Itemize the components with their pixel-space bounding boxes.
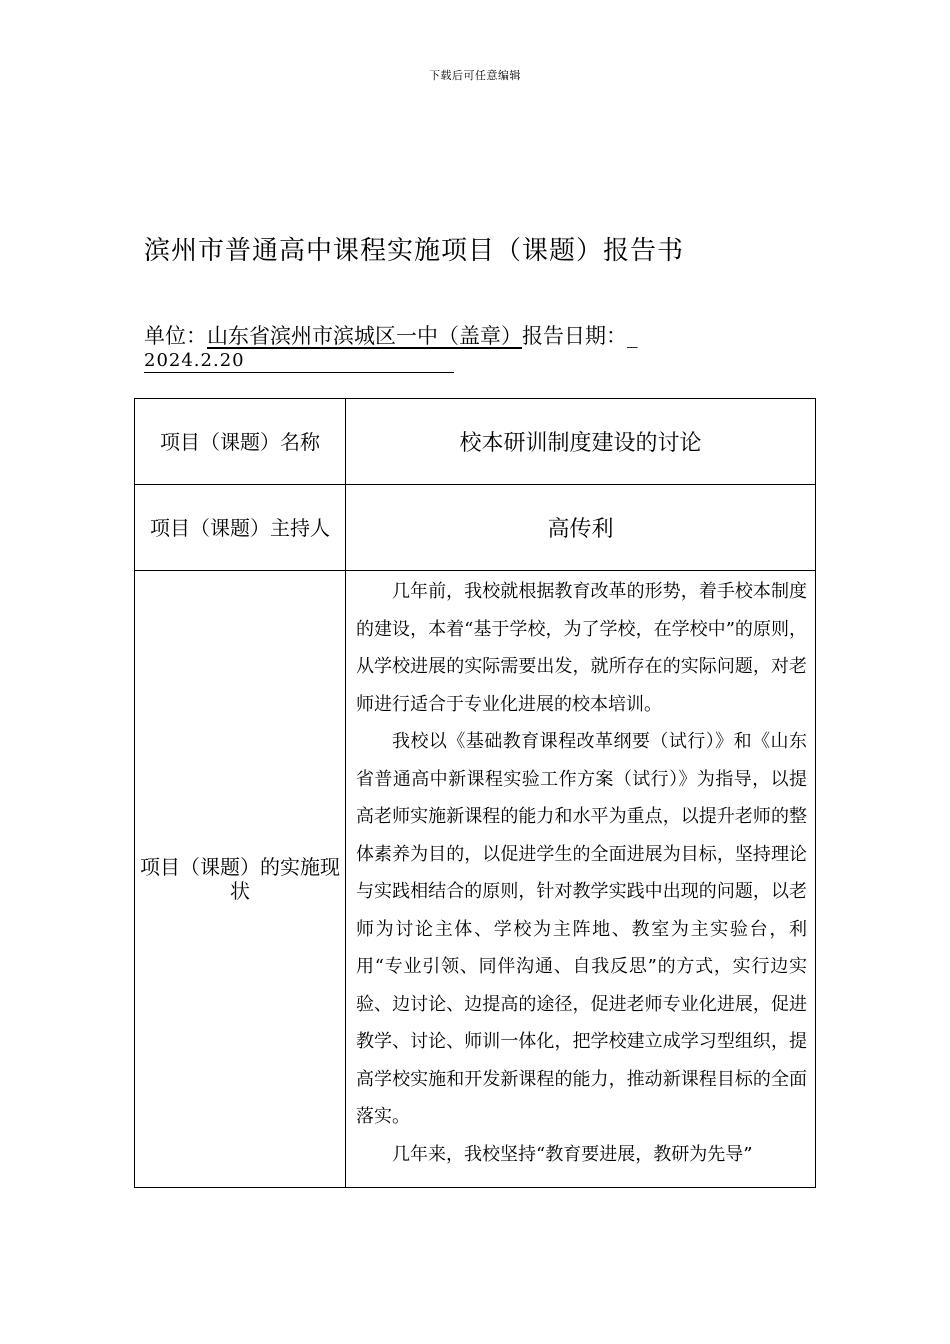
unit-value: 山东省滨州市滨城区一中（盖章）	[207, 324, 522, 348]
report-date-value: 2024.2.20	[144, 350, 454, 373]
document-title: 滨州市普通高中课程实施项目（课题）报告书	[144, 236, 685, 266]
report-date-label: 报告日期：_	[522, 324, 638, 348]
implementation-status-label: 项目（课题）的实施现状	[135, 571, 346, 1188]
status-paragraph-1: 几年前，我校就根据教育改革的形势，着手校本制度的建设，本着“基于学校，为了学校，在学校中”的原则，从学校进展的实际需要出发，就所存在的实际问题，对老师进行适合于专业化进展的校本培训。	[356, 581, 807, 715]
header-note: 下载后可任意编辑	[429, 69, 521, 82]
report-table	[134, 398, 816, 1188]
table-row-name	[135, 399, 816, 485]
project-host-value: 高传利	[346, 485, 816, 571]
project-name-label: 项目（课题）名称	[135, 399, 346, 485]
status-paragraph-2: 我校以《基础教育课程改革纲要（试行）》和《山东省普通高中新课程实验工作方案（试行）》为指导，以提高老师实施新课程的能力和水平为重点，以提升老师的整体素养为目的，以促进学生的全面进展为目标，坚持理论与实践相结合的原则，针对教学实践中出现的问题，以老师为讨论主体、学校为主阵地、教室为主实验台，利用“专业引领、同伴沟通、自我反思”的方式，实行边实验、边讨论、边提高的途径，促进老师专业化进展，促进教学、讨论、师训一体化，把学校建立成学习型组织，提高学校实施和开发新课程的能力，推动新课程目标的全面落实。	[356, 731, 807, 1127]
unit-label: 单位：	[144, 324, 207, 348]
implementation-status-content	[346, 571, 815, 1187]
project-name-value: 校本研训制度建设的讨论	[346, 399, 816, 485]
table-row-host	[135, 485, 816, 571]
table-row-status	[135, 571, 816, 1188]
status-paragraph-3: 几年来，我校坚持“教育要进展，教研为先导”	[392, 1143, 753, 1165]
project-host-label: 项目（课题）主持人	[135, 485, 346, 571]
unit-line	[144, 322, 744, 350]
implementation-status-cell	[346, 571, 816, 1188]
